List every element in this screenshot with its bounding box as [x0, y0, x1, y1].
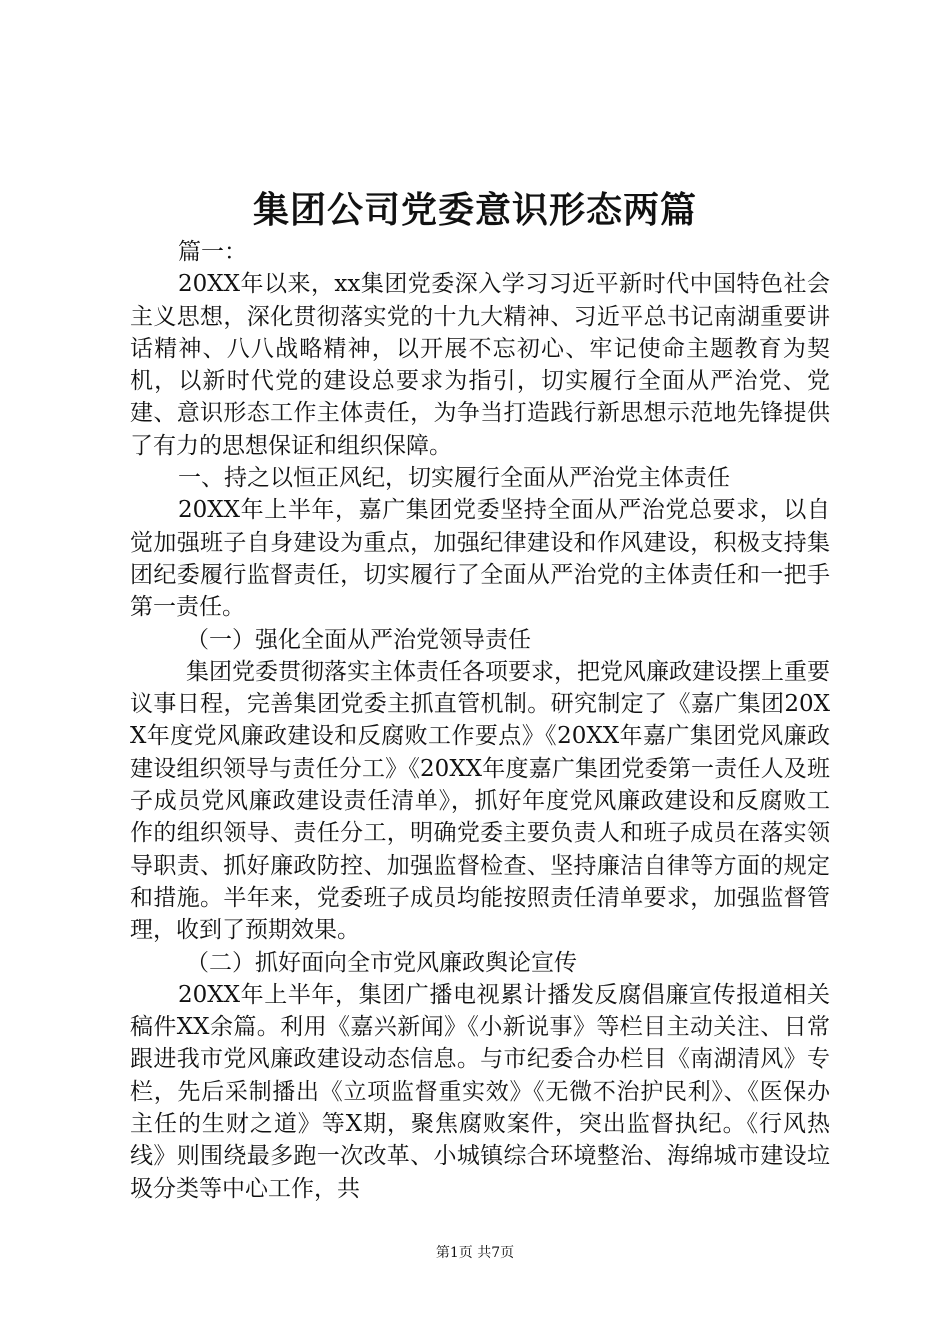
subsection-heading: （一）强化全面从严治党领导责任: [186, 626, 531, 653]
body-paragraph: 集团党委贯彻落实主体责任各项要求，把党风廉政建设摆上重要议事日程，完善集团党委主抓直管机制。研究制定了《嘉广集团20XX年度党风廉政建设和反腐败工作要点》《20XX年嘉广集团党风廉政建设组织领导与责任分工》《20XX年度嘉广集团党委第一责任人及班子成员党风廉政建设责任清单》，抓好年度党风廉政建设和反腐败工作的组织领导、责任分工，明确党委主要负责人和班子成员在落实领导职责、抓好廉政防控、加强监督检查、坚持廉洁自律等方面的规定和措施。半年来，党委班子成员均能按照责任清单要求，加强监督管理，收到了预期效果。: [130, 658, 830, 944]
subsection-heading: （二）抓好面向全市党风廉政舆论宣传: [186, 949, 577, 976]
section-heading: 一、持之以恒正风纪，切实履行全面从严治党主体责任: [178, 465, 730, 492]
section-label: 篇一：: [178, 239, 247, 265]
document-title: 集团公司党委意识形态两篇: [252, 189, 697, 231]
document-body: [130, 236, 830, 1205]
page-footer: 第1页 共7页: [435, 1245, 515, 1261]
body-paragraph: 20XX年以来，xx集团党委深入学习习近平新时代中国特色社会主义思想，深化贯彻落实党的十九大精神、习近平总书记南湖重要讲话精神、八八战略精神，以开展不忘初心、牢记使命主题教育为契机，以新时代党的建设总要求为指引，切实履行全面从严治党、党建、意识形态工作主体责任，为争当打造践行新思想示范地先锋提供了有力的思想保证和组织保障。: [130, 271, 830, 459]
body-paragraph: 20XX年上半年，嘉广集团党委坚持全面从严治党总要求，以自觉加强班子自身建设为重点，加强纪律建设和作风建设，积极支持集团纪委履行监督责任，切实履行了全面从严治党的主体责任和一把手第一责任。: [130, 497, 830, 621]
body-paragraph: 20XX年上半年，集团广播电视累计播发反腐倡廉宣传报道相关稿件XX余篇。利用《嘉兴新闻》《小新说事》等栏目主动关注、日常跟进我市党风廉政建设动态信息。与市纪委合办栏目《南湖清风》专栏，先后采制播出《立项监督重实效》《无微不治护民利》、《医保办主任的生财之道》等X期，聚焦腐败案件，突出监督执纪。《行风热线》则围绕最多跑一次改革、小城镇综合环境整治、海绵城市建设垃圾分类等中心工作，共: [130, 981, 830, 1202]
